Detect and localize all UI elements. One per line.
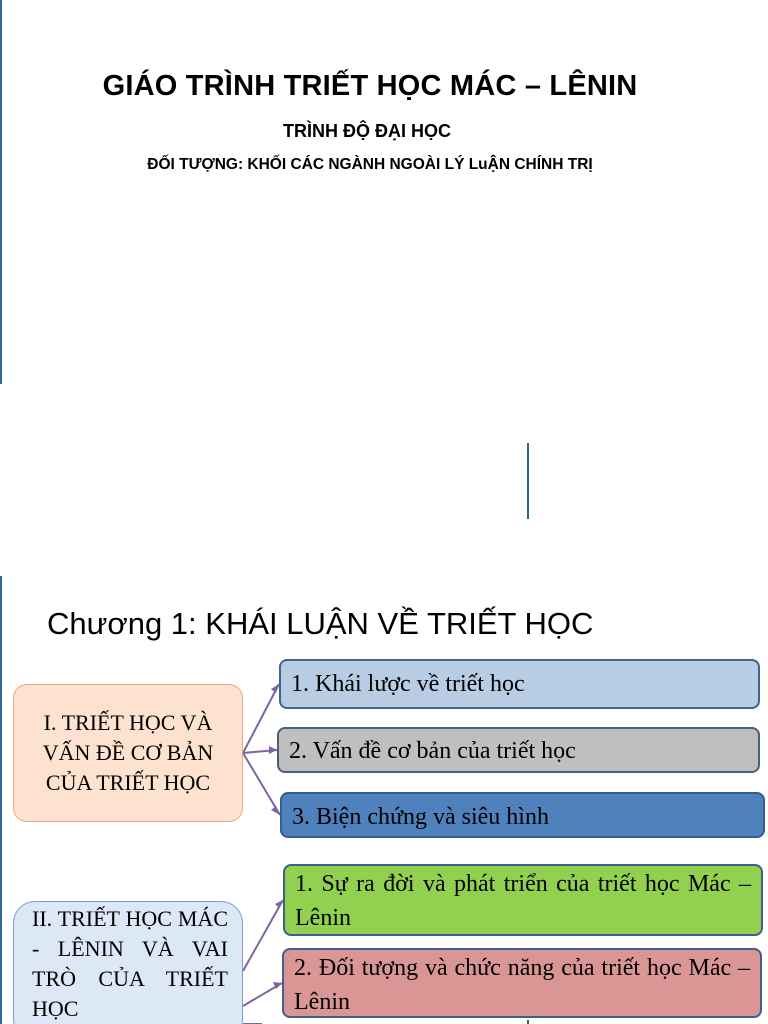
- section-1-box[interactable]: [13, 684, 243, 822]
- text-cursor: [527, 443, 529, 519]
- section-2-item-1[interactable]: 1. Sự ra đời và phát triển của triết học Mác – Lênin: [283, 864, 763, 936]
- section-1-item-3[interactable]: 3. Biện chứng và siêu hình: [280, 792, 765, 838]
- connector-arrowhead: [271, 684, 279, 693]
- section-1-item-2[interactable]: 2. Vấn đề cơ bản của triết học: [277, 727, 760, 773]
- course-title: GIÁO TRÌNH TRIẾT HỌC MÁC – LÊNIN: [102, 70, 638, 102]
- section-1-label: I. TRIẾT HỌC VÀ VẤN ĐỀ CƠ BẢN CỦA TRIẾT HỌC: [42, 710, 214, 795]
- connector-arrowhead: [269, 746, 277, 754]
- course-level: TRÌNH ĐỘ ĐẠI HỌC: [283, 121, 451, 141]
- connector-line: [243, 750, 277, 753]
- course-audience: ĐỐI TƯỢNG: KHỐI CÁC NGÀNH NGOÀI LÝ LuẬN CHÍNH TRỊ: [147, 156, 593, 173]
- section-1-item-1[interactable]: 1. Khái lược về triết học: [279, 659, 760, 709]
- section-2-item-2[interactable]: 2. Đối tượng và chức năng của triết học Mác – Lênin: [282, 948, 762, 1018]
- connector-arrowhead: [271, 806, 280, 815]
- connector-line: [243, 900, 283, 971]
- connector-arrowhead: [275, 900, 283, 908]
- section-2-label: II. TRIẾT HỌC MÁC - LÊNIN VÀ VAI TRÒ CỦA TRIẾT HỌC: [32, 906, 228, 1021]
- connector-line: [243, 983, 282, 1006]
- title-slide: [0, 0, 768, 384]
- slide-left-edge: [0, 0, 2, 384]
- section-2-box[interactable]: [13, 901, 243, 1024]
- slide-left-edge: [0, 576, 2, 1024]
- connector-line: [243, 684, 279, 753]
- chapter-title: Chương 1: KHÁI LUẬN VỀ TRIẾT HỌC: [47, 606, 594, 641]
- connector-arrowhead: [273, 982, 282, 989]
- chapter-slide: [0, 576, 768, 1024]
- connector-line: [243, 753, 280, 815]
